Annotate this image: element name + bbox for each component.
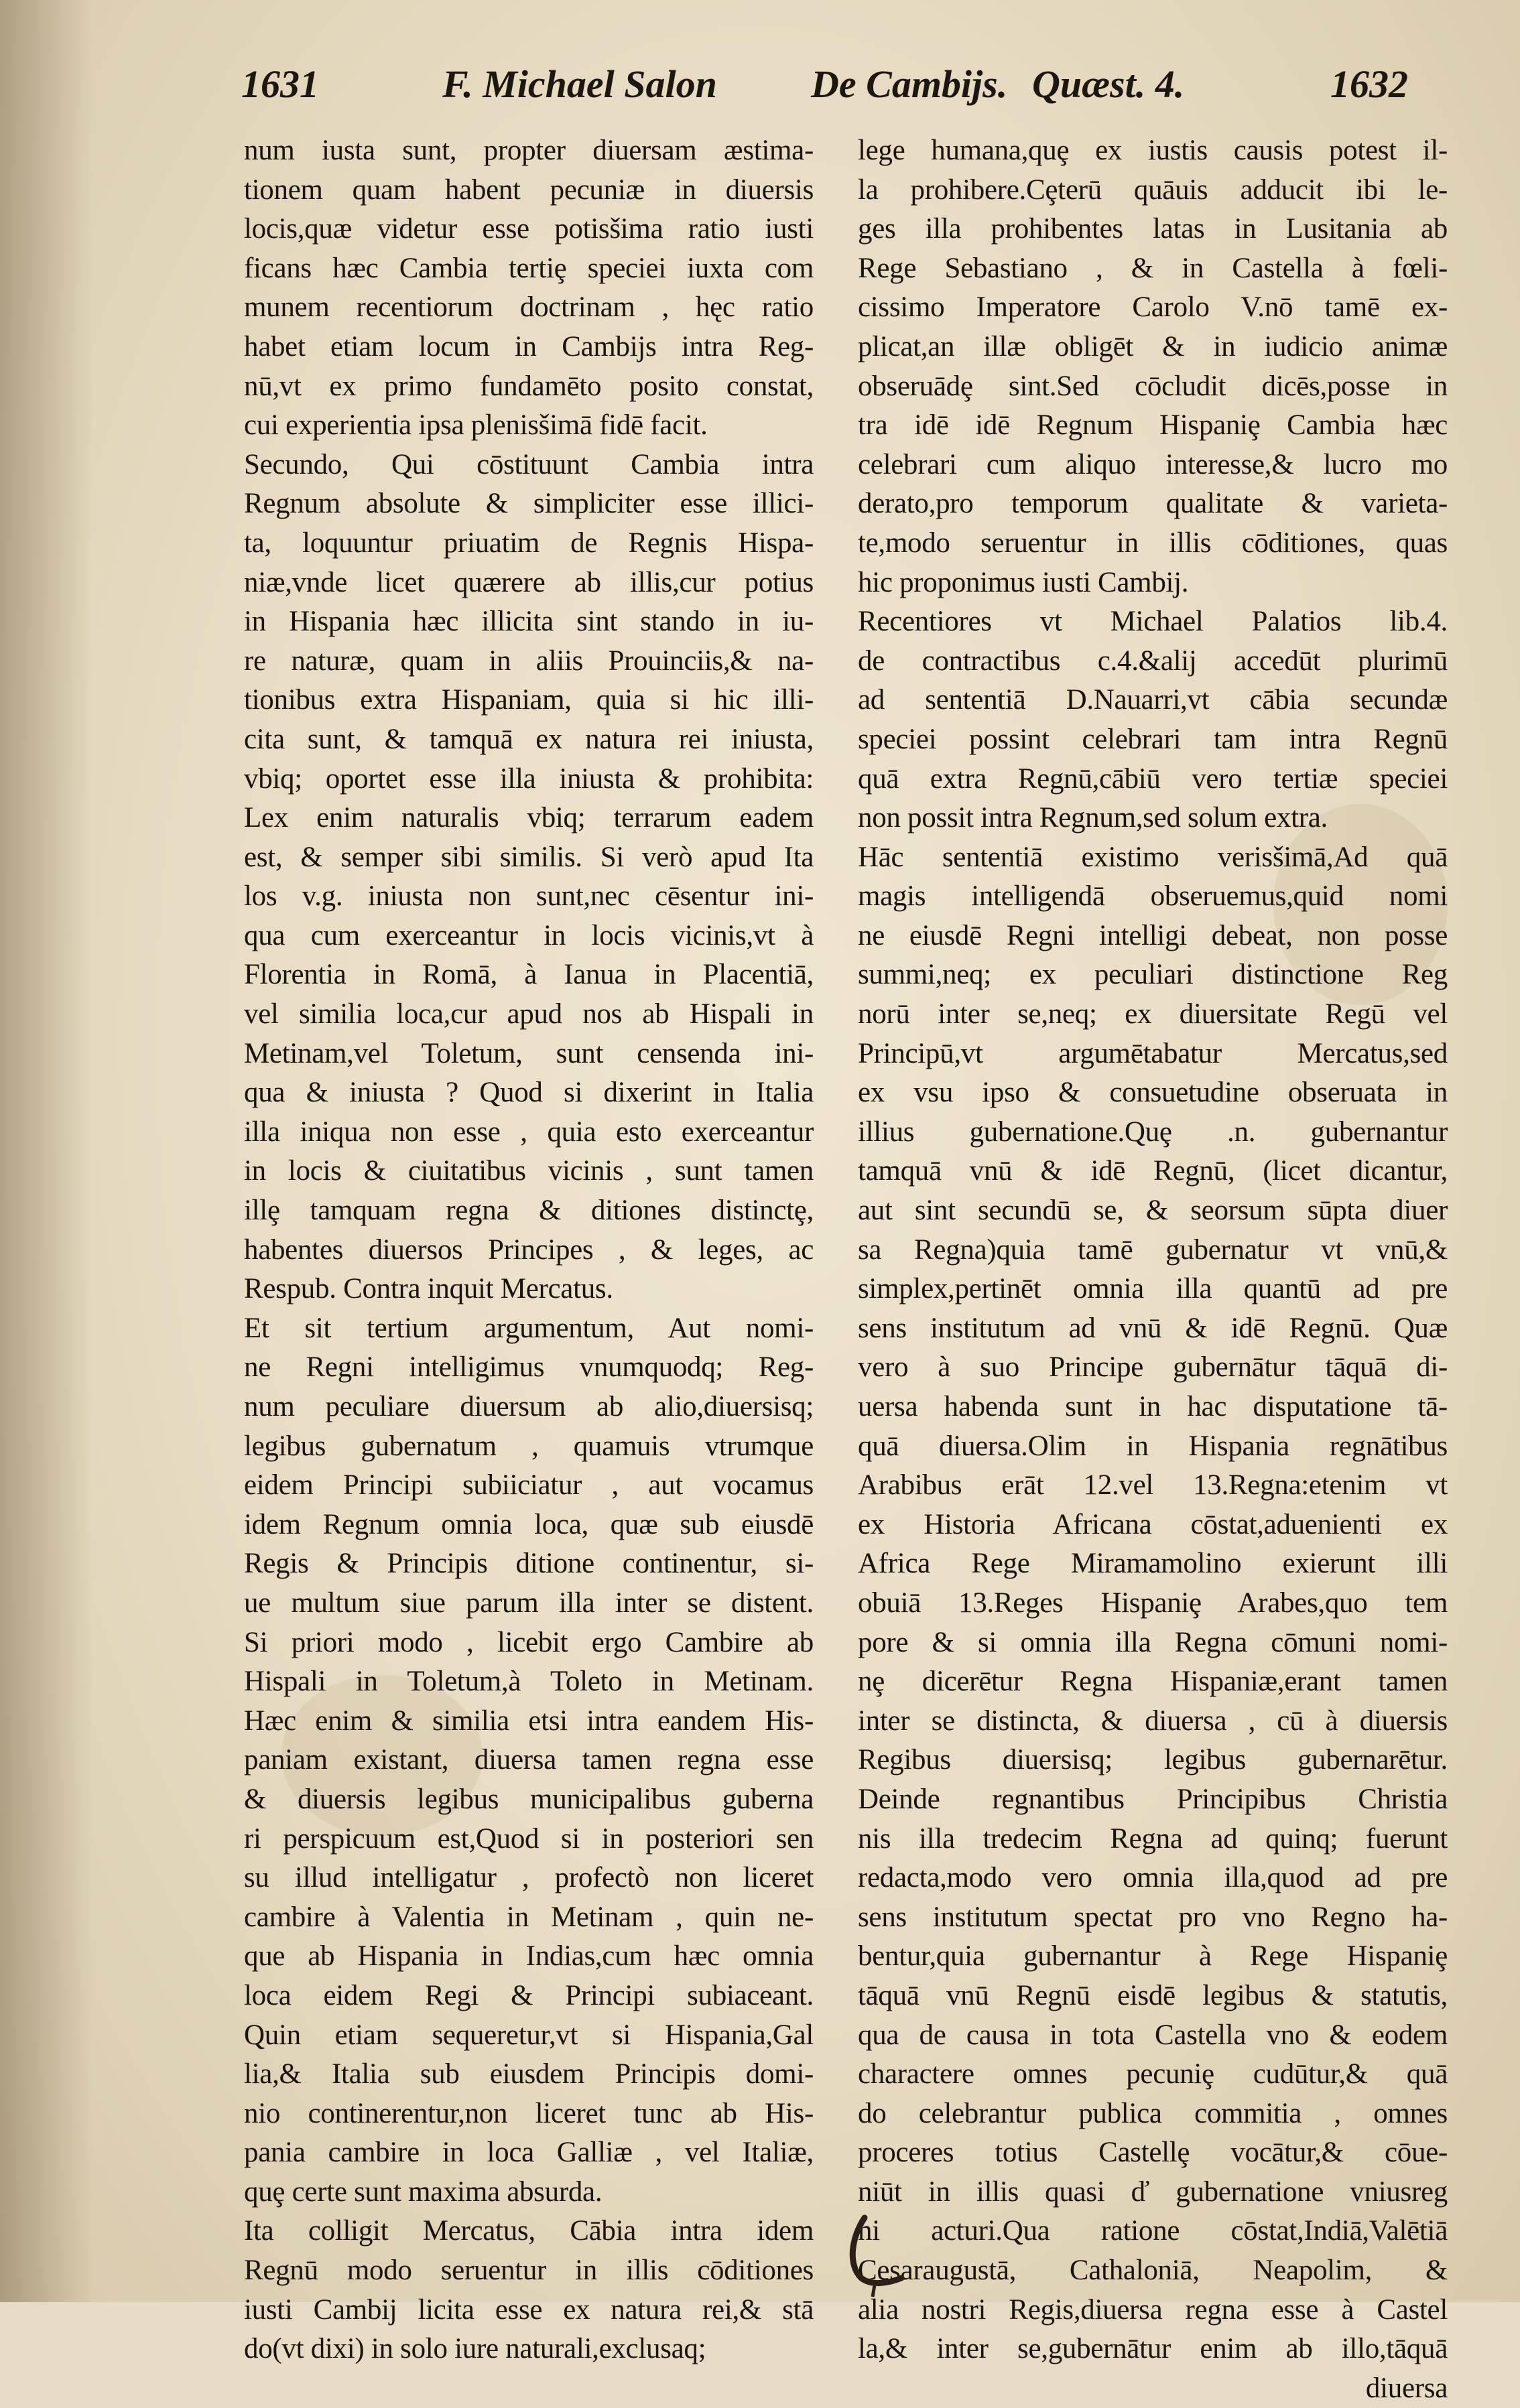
- text-line: qua cum exerceantur in locis vicinis,vt à: [244, 919, 814, 951]
- text-line: nio continerentur,non liceret tunc ab His-: [244, 2097, 814, 2129]
- text-line: ges illa prohibentes latas in Lusitania ab: [858, 213, 1448, 245]
- text-line: la,& inter se,gubernātur enim ab illo,tāquā: [858, 2333, 1448, 2365]
- text-line: Florentia in Romā, à Ianua in Placentiā,: [244, 959, 814, 991]
- text-line: ta, loquuntur priuatim de Regnis Hispa-: [244, 527, 814, 559]
- text-line: Hispali in Toletum,à Toleto in Metinam.: [244, 1666, 814, 1698]
- text-line: niūt in illis quasi ď gubernatione vniusreg: [858, 2176, 1448, 2208]
- text-line: que ab Hispania in Indias,cum hæc omnia: [244, 1940, 814, 1972]
- text-line: illȩ tamquam regna & ditiones distinctȩ,: [244, 1195, 814, 1227]
- text-line: ex Historia Africana cōstat,aduenienti ex: [858, 1508, 1448, 1540]
- text-line: magis intelligendā obseruemus,quid nomi: [858, 880, 1448, 913]
- text-line: Africa Rege Miramamolino exierunt illi: [858, 1548, 1448, 1580]
- running-header: [241, 62, 1495, 122]
- text-line: iusti Cambij licita esse ex natura rei,& stā: [244, 2293, 814, 2326]
- text-line: illa iniqua non esse , quia esto exerceantur: [244, 1116, 814, 1148]
- text-line: munem recentiorum doctrinam , hęc ratio: [244, 291, 814, 324]
- text-line: tamquā vnū & idē Regnū, (licet dicantur,: [858, 1155, 1448, 1187]
- text-line: cambire à Valentia in Metinam , quin ne-: [244, 1901, 814, 1933]
- header-question: Quæst. 4.: [1032, 62, 1185, 106]
- text-line: te,modo seruentur in illis cōditiones, quas: [858, 527, 1448, 559]
- text-line: habet etiam locum in Cambijs intra Reg-: [244, 330, 814, 362]
- text-line: Metinam,vel Toletum, sunt censenda ini-: [244, 1037, 814, 1069]
- text-line: ex vsu ipso & consuetudine obseruata in: [858, 1077, 1448, 1109]
- text-line: Secundo, Qui cōstituunt Cambia intra: [244, 448, 814, 480]
- text-line: & diuersis legibus municipalibus guberna: [244, 1783, 814, 1815]
- text-line: de contractibus c.4.&alij accedūt plurimū: [858, 645, 1448, 677]
- text-line: legibus gubernatum , quamuis vtrumque: [244, 1430, 814, 1462]
- text-line: num iusta sunt, propter diuersam æstima-: [244, 135, 814, 166]
- text-line: cita sunt, & tamquā ex natura rei iniusta,: [244, 723, 814, 755]
- text-line: uersa habenda sunt in hac disputatione tā-: [858, 1391, 1448, 1422]
- text-line: loca eidem Regi & Principi subiaceant.: [244, 1979, 814, 2011]
- text-line: obseruādȩ sint.Sed cōcludit dicēs,posse in: [858, 370, 1448, 402]
- text-line: Deinde regnantibus Principibus Christia: [858, 1783, 1448, 1815]
- header-author: F. Michael Salon: [442, 62, 717, 106]
- text-line: lia,& Italia sub eiusdem Principis domi-: [244, 2058, 814, 2090]
- text-line: Regibus diuersisq; legibus gubernarētur.: [858, 1744, 1448, 1776]
- text-line: Lex enim naturalis vbiq; terrarum eadem: [244, 802, 814, 834]
- text-line: alia nostri Regis,diuersa regna esse à Castel: [858, 2293, 1448, 2326]
- text-line: su illud intelligatur , profectò non liceret: [244, 1862, 814, 1894]
- right-text-column: [858, 131, 1448, 2408]
- text-line: nū,vt ex primo fundamēto posito constat,: [244, 370, 814, 402]
- text-line: qua & iniusta ? Quod si dixerint in Italia: [244, 1077, 814, 1109]
- text-line: Principū,vt argumētabatur Mercatus,sed: [858, 1037, 1448, 1069]
- text-line: vel similia loca,cur apud nos ab Hispali in: [244, 998, 814, 1030]
- text-line: pore & si omnia illa Regna cōmuni nomi-: [858, 1626, 1448, 1658]
- text-line: Quin etiam sequeretur,vt si Hispania,Gal: [244, 2019, 814, 2051]
- text-line: Arabibus erāt 12.vel 13.Regna:etenim vt: [858, 1469, 1448, 1501]
- spine-shadow: [0, 0, 94, 2302]
- text-line: plicat,an illæ obligēt & in iudicio animæ: [858, 330, 1448, 362]
- text-line: tionibus extra Hispaniam, quia si hic illi-: [244, 684, 814, 716]
- text-line: habentes diuersos Principes , & leges, ac: [244, 1233, 814, 1266]
- text-line: tionem quam habent pecuniæ in diuersis: [244, 174, 814, 206]
- text-line: idem Regnum omnia loca, quæ sub eiusdē: [244, 1508, 814, 1540]
- ink-mark-icon: [838, 2211, 918, 2298]
- text-line: est, & semper sibi similis. Si verò apud Ita: [244, 841, 814, 873]
- text-line: hic proponimus iusti Cambij.: [858, 566, 1189, 598]
- text-line: sens institutum ad vnū & idē Regnū. Quæ: [858, 1312, 1448, 1344]
- text-line: Hāc sententiā existimo verisšimā,Ad quā: [858, 841, 1448, 873]
- text-line: quā extra Regnū,cābiū vero tertiæ speciei: [858, 762, 1448, 795]
- text-line: Recentiores vt Michael Palatios lib.4.: [858, 606, 1448, 638]
- text-line: quȩ certe sunt maxima absurda.: [244, 2176, 603, 2208]
- text-line: in locis & ciuitatibus vicinis , sunt tamen: [244, 1155, 814, 1187]
- text-line: pania cambire in loca Galliæ , vel Italiæ,: [244, 2137, 814, 2169]
- text-line: norū inter se,neq; ex diuersitate Regū vel: [858, 998, 1448, 1030]
- text-line: Hæc enim & similia etsi intra eandem His-: [244, 1704, 814, 1737]
- text-line: niæ,vnde licet quærere ab illis,cur potius: [244, 566, 814, 598]
- text-line: locis,quæ videtur esse potisšima ratio iusti: [244, 213, 814, 245]
- text-line: qua de causa in tota Castella vno & eodem: [858, 2019, 1448, 2051]
- text-line: celebrari cum aliquo interesse,& lucro mo: [858, 448, 1448, 480]
- text-line: vbiq; oportet esse illa iniusta & prohibita:: [244, 762, 814, 795]
- header-title: De Cambijs.: [811, 62, 1008, 106]
- text-line: nȩ dicerētur Regna Hispaniæ,erant tamen: [858, 1666, 1448, 1698]
- text-line: summi,neq; ex peculiari distinctione Reg: [858, 959, 1448, 991]
- text-line: ri perspicuum est,Quod si in posteriori sen: [244, 1822, 814, 1855]
- text-line: num peculiare diuersum ab alio,diuersisq;: [244, 1391, 814, 1422]
- text-line: in Hispania hæc illicita sint stando in iu-: [244, 606, 814, 638]
- text-line: redacta,modo vero omnia illa,quod ad pre: [858, 1862, 1448, 1894]
- text-line: ficans hæc Cambia tertiȩ speciei iuxta com: [244, 252, 814, 284]
- text-line: paniam existant, diuersa tamen regna esse: [244, 1744, 814, 1776]
- text-line: Cȩsaraugustā, Cathaloniā, Neapolim, &: [858, 2255, 1448, 2287]
- text-line: Rege Sebastiano , & in Castella à fœli-: [858, 252, 1448, 284]
- page-number-right: 1632: [1330, 62, 1408, 106]
- text-line: Et sit tertium argumentum, Aut nomi-: [244, 1312, 814, 1344]
- text-line: quā diuersa.Olim in Hispania regnātibus: [858, 1430, 1448, 1462]
- text-line: los v.g. iniusta non sunt,nec cēsentur ini-: [244, 880, 814, 913]
- text-line: cissimo Imperatore Carolo V.nō tamē ex-: [858, 291, 1448, 324]
- text-line: bentur,quia gubernantur à Rege Hispaniȩ: [858, 1940, 1448, 1972]
- text-line: derato,pro temporum qualitate & varieta-: [858, 488, 1448, 520]
- text-line: cui experientia ipsa plenisšimā fidē facit.: [244, 409, 708, 442]
- text-line: diuersa: [1365, 2372, 1448, 2404]
- text-line: Regnum absolute & simpliciter esse illici-: [244, 488, 814, 520]
- text-line: ue multum siue parum illa inter se distent.: [244, 1587, 814, 1619]
- text-line: Respub. Contra inquit Mercatus.: [244, 1273, 613, 1305]
- text-line: ad sententiā D.Nauarri,vt cābia secundæ: [858, 684, 1448, 716]
- text-line: illius gubernatione.Quȩ .n. gubernantur: [858, 1116, 1448, 1148]
- text-line: nis illa tredecim Regna ad quinq; fuerunt: [858, 1822, 1448, 1855]
- text-line: Regis & Principis ditione continentur, si-: [244, 1548, 814, 1580]
- text-line: speciei possint celebrari tam intra Regnū: [858, 723, 1448, 755]
- text-line: tāquā vnū Regnū eisdē legibus & statutis,: [858, 1979, 1448, 2011]
- text-line: inter se distincta, & diuersa , cū à diuersis: [858, 1704, 1448, 1737]
- text-line: simplex,pertinēt omnia illa quantū ad pre: [858, 1273, 1448, 1305]
- text-line: ne Regni intelligimus vnumquodq; Reg-: [244, 1351, 814, 1384]
- text-line: aut sint secundū se, & seorsum sūpta diuer: [858, 1195, 1448, 1227]
- text-line: obuiā 13.Reges Hispaniȩ Arabes,quo tem: [858, 1587, 1448, 1619]
- text-line: tra idē idē Regnum Hispaniȩ Cambia hæc: [858, 409, 1448, 442]
- text-line: Si priori modo , licebit ergo Cambire ab: [244, 1626, 814, 1658]
- text-line: sa Regna)quia tamē gubernatur vt vnū,&: [858, 1233, 1448, 1266]
- text-line: la prohibere.Cȩterū quāuis adducit ibi le-: [858, 174, 1448, 206]
- text-line: Regnū modo seruentur in illis cōditiones: [244, 2255, 814, 2287]
- text-line: ne eiusdē Regni intelligi debeat, non posse: [858, 919, 1448, 951]
- text-line: proceres totius Castellȩ vocātur,& cōue-: [858, 2137, 1448, 2169]
- text-line: sens institutum spectat pro vno Regno ha-: [858, 1901, 1448, 1933]
- text-line: non possit intra Regnum,sed solum extra.: [858, 802, 1328, 834]
- text-line: eidem Principi subiiciatur , aut vocamus: [244, 1469, 814, 1501]
- text-line: do(vt dixi) in solo iure naturali,exclusaq;: [244, 2333, 706, 2365]
- text-line: do celebrantur publica commitia , omnes: [858, 2097, 1448, 2129]
- text-line: ni acturi.Qua ratione cōstat,Indiā,Valētiā: [858, 2215, 1448, 2247]
- text-line: re naturæ, quam in aliis Prouinciis,& na-: [244, 645, 814, 677]
- left-text-column: [244, 131, 814, 2369]
- text-line: charactere omnes pecuniȩ cudūtur,& quā: [858, 2058, 1448, 2090]
- text-line: vero à suo Principe gubernātur tāquā di-: [858, 1351, 1448, 1384]
- page-number-left: 1631: [241, 62, 319, 106]
- text-line: Ita colligit Mercatus, Cābia intra idem: [244, 2215, 814, 2247]
- text-line: lege humana,quȩ ex iustis causis potest il-: [858, 135, 1448, 166]
